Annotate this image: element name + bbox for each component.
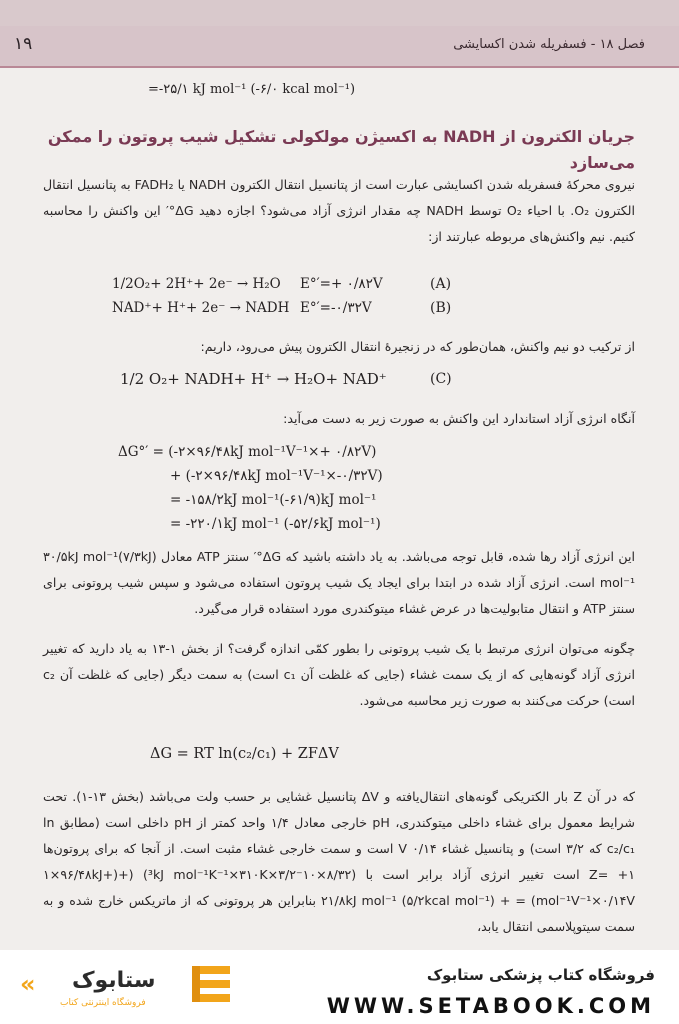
half-reaction-a-potential: E°′=+ ۰/۸۲V (300, 276, 383, 292)
combined-reaction-label: (C) (430, 371, 452, 387)
store-website[interactable]: WWW.SETABOOK.COM (326, 994, 655, 1018)
calc-line-2: + (-۲×۹۶/۴۸kJ mol⁻¹V⁻¹×-۰/۳۲V) (170, 468, 383, 484)
calc-line-3: = -۱۵۸/۲kJ mol⁻¹(-۶۱/۹)kJ mol⁻¹ (170, 492, 377, 508)
double-chevron-icon: « (20, 970, 36, 998)
header-rule (0, 66, 679, 68)
half-reaction-a-equation: 1/2O₂+ 2H⁺+ 2e⁻ → H₂O (112, 276, 281, 292)
page-header (0, 26, 679, 68)
top-band (0, 0, 679, 26)
section-heading: جریان الکترون از NADH به اکسیژن مولکولی تشکیل شیب پروتون را ممکن می‌سازد (47, 127, 635, 172)
logo-tagline: فروشگاه اینترنتی کتاب (60, 998, 146, 1008)
paragraph-6: که در آن Z بار الکتریکی گونه‌های انتقال‌یافته و ΔV پتانسیل غشایی بر حسب ولت می‌باشد (بخش ۱۳-۱). تحت شرایط معمول برای غشاء داخلی میتوکندری، pH خارجی معادل ۱/۴ واحد کمتر از pH داخلی است (مطابق ln c₂/c₁ که ۳/۲ است) و پتانسیل غشاء ۰/۱۴ V است و سمت خارجی غشاء مثبت است. از آنجا که برای پروتون‌ها ۱+ =Z است تغییر انرژی آزاد برابر است با (۸/۳۲×۱۰⁻³kJ mol⁻¹K⁻¹×۳۱۰K×۳/۲) (+(+۱×۹۶/۴۸kJ mol⁻¹V⁻¹×۰/۱۴V) = + ۲۱/۸kJ mol⁻¹ (۵/۲kcal mol⁻¹) بنابراین هر پروتونی که از ماتریکس خارج شده و به سمت سیتوپلاسمی انتقال یابد، (43, 789, 636, 934)
half-reaction-b-potential: E°′=-۰/۳۲V (300, 300, 372, 316)
logo-wordmark: ستابوک (72, 968, 156, 993)
paragraph-3: آنگاه انرژی آزاد استاندارد این واکنش به صورت زیر به دست می‌آید: (283, 411, 635, 426)
book-stack-icon (186, 958, 236, 1014)
paragraph-2: از ترکیب دو نیم واکنش، همان‌طور که در زنجیرهٔ انتقال الکترون پیش می‌رود، داریم: (200, 339, 635, 354)
half-reaction-a-label: (A) (430, 276, 452, 292)
chapter-title: فصل ۱۸ - فسفریله شدن اکسایشی (453, 37, 645, 52)
paragraph-4: این انرژی آزاد رها شده، قابل توجه می‌باشد. به یاد داشته باشید که ΔG°′ سنتز ATP معادل (۳۰/۵kJ mol⁻¹(۷/۳kJ mol⁻¹ است. انرژی آزاد شده در ابتدا برای ایجاد یک شیب پروتون استفاده می‌شود و سپس شیب پروتونی برای سنتز ATP و انتقال متابولیت‌ها در عرض غشاء میتوکندری مورد استفاده قرار می‌گیرد. (43, 549, 635, 616)
store-logo (16, 962, 180, 1014)
half-reaction-b-equation: NAD⁺+ H⁺+ 2e⁻ → NADH (112, 300, 290, 316)
store-footer (0, 950, 679, 1024)
paragraph-1: نیروی محرکهٔ فسفریله شدن اکسایشی عبارت است از پتانسیل انتقال الکترون NADH یا FADH₂ به پتانسیل انتقال الکترون O₂. با احیاء O₂ توسط NADH چه مقدار انرژی آزاد می‌شود؟ اجازه دهید ΔG°′ این واکنش را محاسبه کنیم. نیم واکنش‌های مربوطه عبارتند از: (42, 177, 636, 244)
store-name: فروشگاه کتاب پزشکی ستابوک (426, 966, 655, 984)
calc-line-1: ΔG°′ = (-۲×۹۶/۴۸kJ mol⁻¹V⁻¹×+ ۰/۸۲V) (118, 444, 377, 460)
gibbs-equation: ΔG = RT ln(c₂/c₁) + ZFΔV (150, 746, 339, 762)
half-reaction-b-label: (B) (430, 300, 452, 316)
page-number: ۱۹ (14, 34, 33, 54)
paragraph-5: چگونه می‌توان انرژی مرتبط با یک شیب پروتونی را بطور کمّی اندازه گرفت؟ از بخش ۱-۱۳ به یاد دارید که تغییر انرژی آزاد گونه‌هایی که از یک سمت غشاء (جایی که غلظت آن c₁ است) به سمت دیگر (جایی که غلظت آن c₂ است) حرکت می‌کنند به صورت زیر محاسبه می‌شود. (43, 641, 636, 708)
top-result-line: =-۲۵/۱ kJ mol⁻¹ (-۶/۰ kcal mol⁻¹) (148, 82, 356, 97)
combined-reaction-equation: 1/2 O₂+ NADH+ H⁺ → H₂O+ NAD⁺ (120, 370, 387, 388)
calc-line-4: = -۲۲۰/۱kJ mol⁻¹ (-۵۲/۶kJ mol⁻¹) (170, 516, 381, 532)
